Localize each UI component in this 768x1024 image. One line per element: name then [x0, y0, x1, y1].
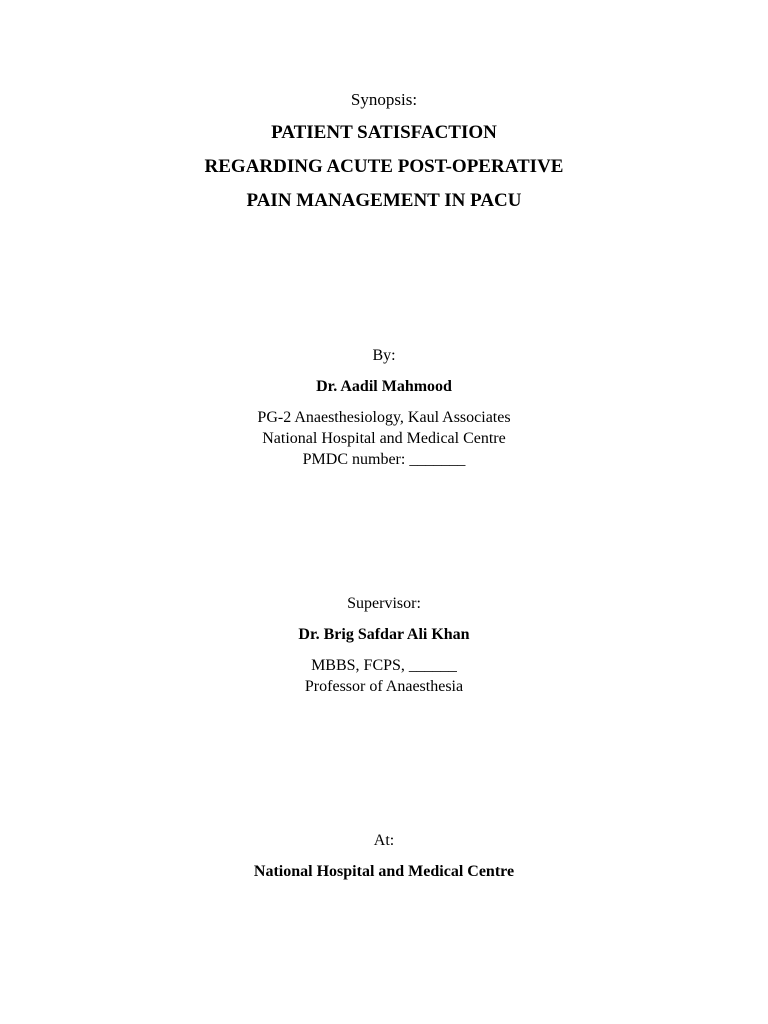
author-name: Dr. Aadil Mahmood: [316, 378, 452, 395]
author-affiliation: PG-2 Anaesthesiology, Kaul Associates: [257, 409, 511, 426]
author-pmdc-number: PMDC number: _______: [302, 451, 466, 468]
title-line-1: PATIENT SATISFACTION: [271, 122, 497, 143]
title-line-2: REGARDING ACUTE POST-OPERATIVE: [204, 156, 564, 177]
synopsis-label: Synopsis:: [350, 90, 418, 109]
author-label: By:: [372, 347, 396, 364]
supervisor-name: Dr. Brig Safdar Ali Khan: [298, 626, 470, 643]
institution-name: National Hospital and Medical Centre: [253, 863, 515, 880]
supervisor-qualifications: MBBS, FCPS, ______: [311, 657, 457, 674]
supervisor-label: Supervisor:: [347, 595, 421, 612]
author-institution: National Hospital and Medical Centre: [262, 430, 506, 447]
institution-label: At:: [373, 832, 395, 849]
title-line-3: PAIN MANAGEMENT IN PACU: [246, 190, 522, 211]
supervisor-position: Professor of Anaesthesia: [304, 678, 464, 695]
